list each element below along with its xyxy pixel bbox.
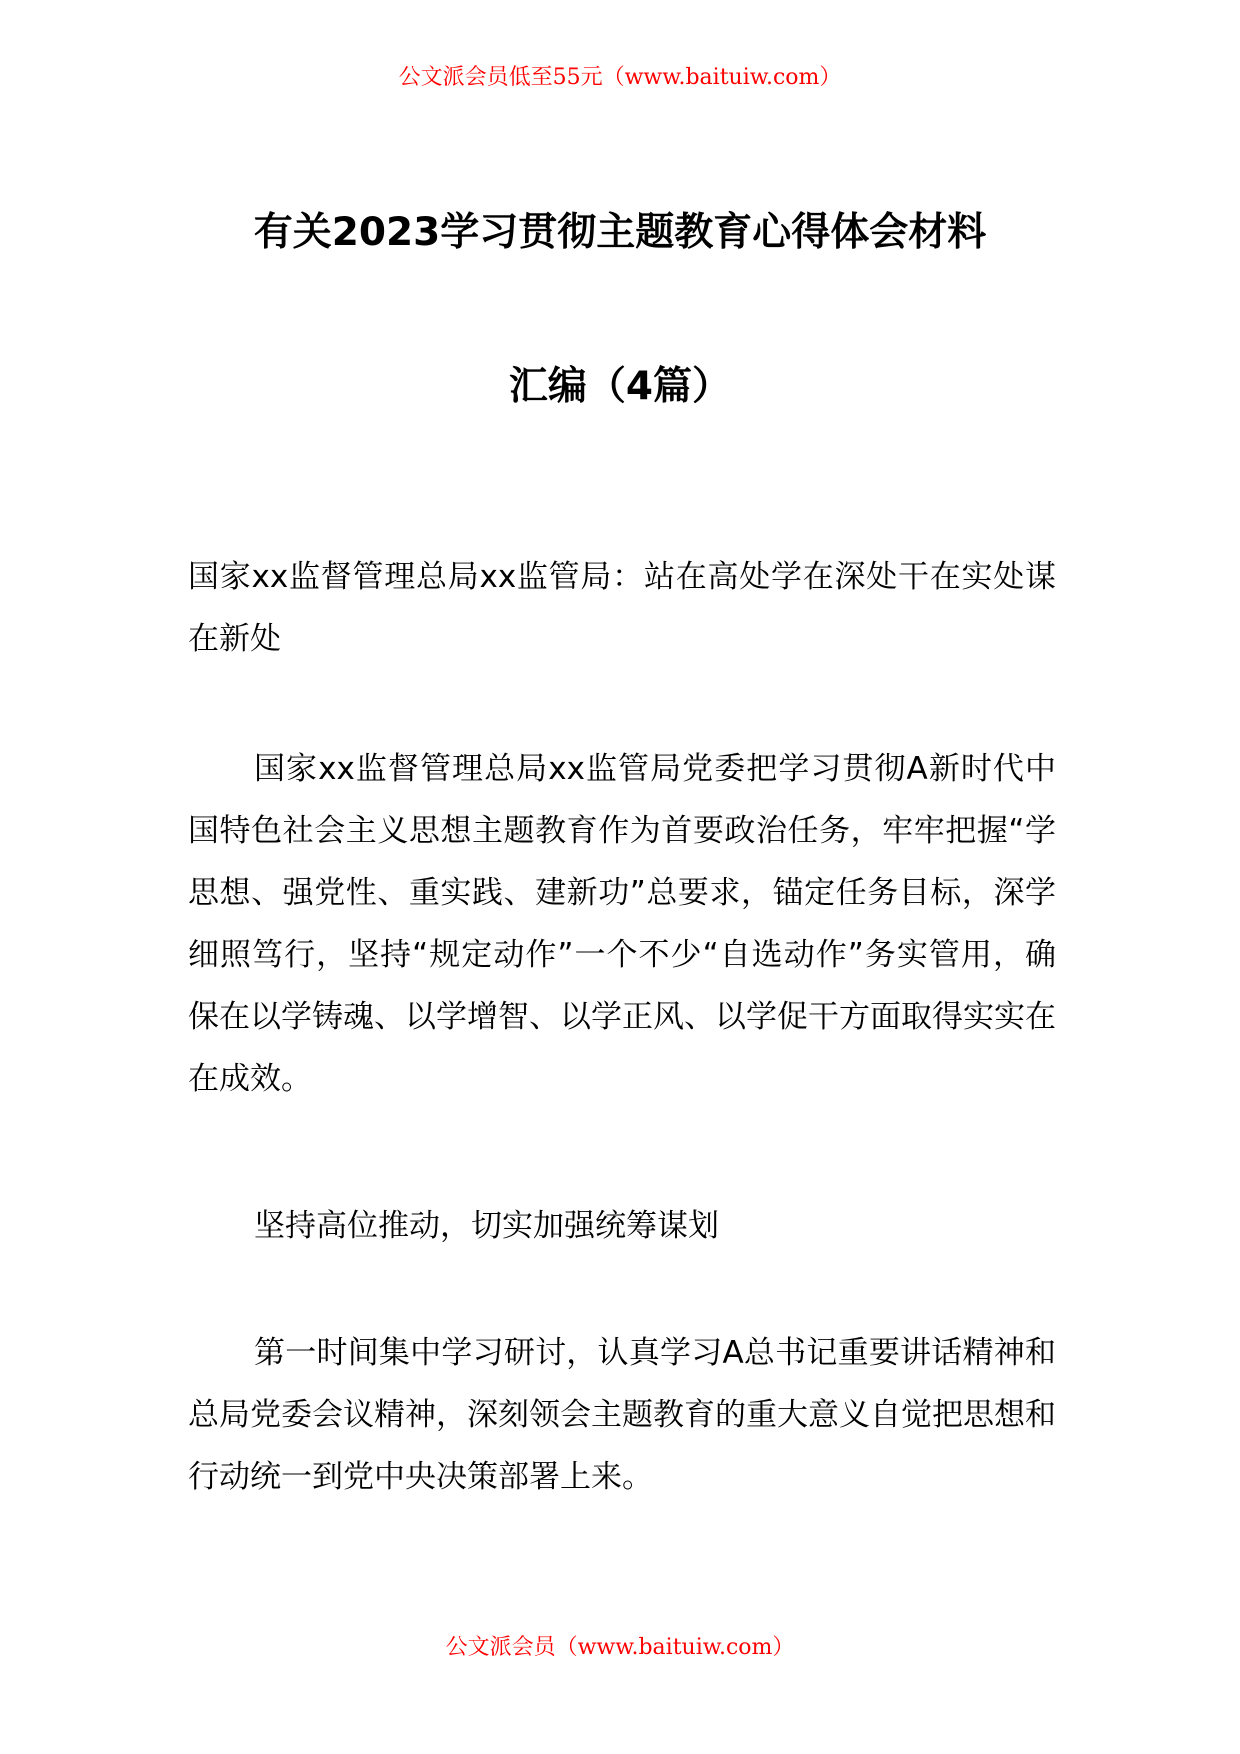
section-heading: 坚持高位推动，切实加强统筹谋划: [254, 1208, 719, 1244]
header-note: 公文派会员低至55元（www.baituiw.com）: [398, 65, 842, 90]
body-paragraph-1: 国家xx监督管理总局xx监管局党委把学习贯彻A新时代中国特色社会主义思想主题教育作为首要政治任务，牢牢把握“学思想、强党性、重实践、建新功”总要求，锚定任务目标，深学细照笃行，坚持“规定动作”一个不少“自选动作”务实管用，确保在以学铸魂、以学增智、以学正风、以学促干方面取得实实在在成效。: [188, 751, 1056, 1097]
footer-note: 公文派会员（www.baituiw.com）: [445, 1635, 795, 1660]
article-subtitle: 国家xx监督管理总局xx监管局：站在高处学在深处干在实处谋在新处: [188, 559, 1056, 657]
document-title-line-2: 汇编（4篇）: [508, 364, 732, 409]
body-paragraph-2: 第一时间集中学习研讨，认真学习A总书记重要讲话精神和总局党委会议精神，深刻领会主题教育的重大意义自觉把思想和行动统一到党中央决策部署上来。: [188, 1335, 1056, 1495]
document-title-line-1: 有关2023学习贯彻主题教育心得体会材料: [253, 210, 987, 255]
